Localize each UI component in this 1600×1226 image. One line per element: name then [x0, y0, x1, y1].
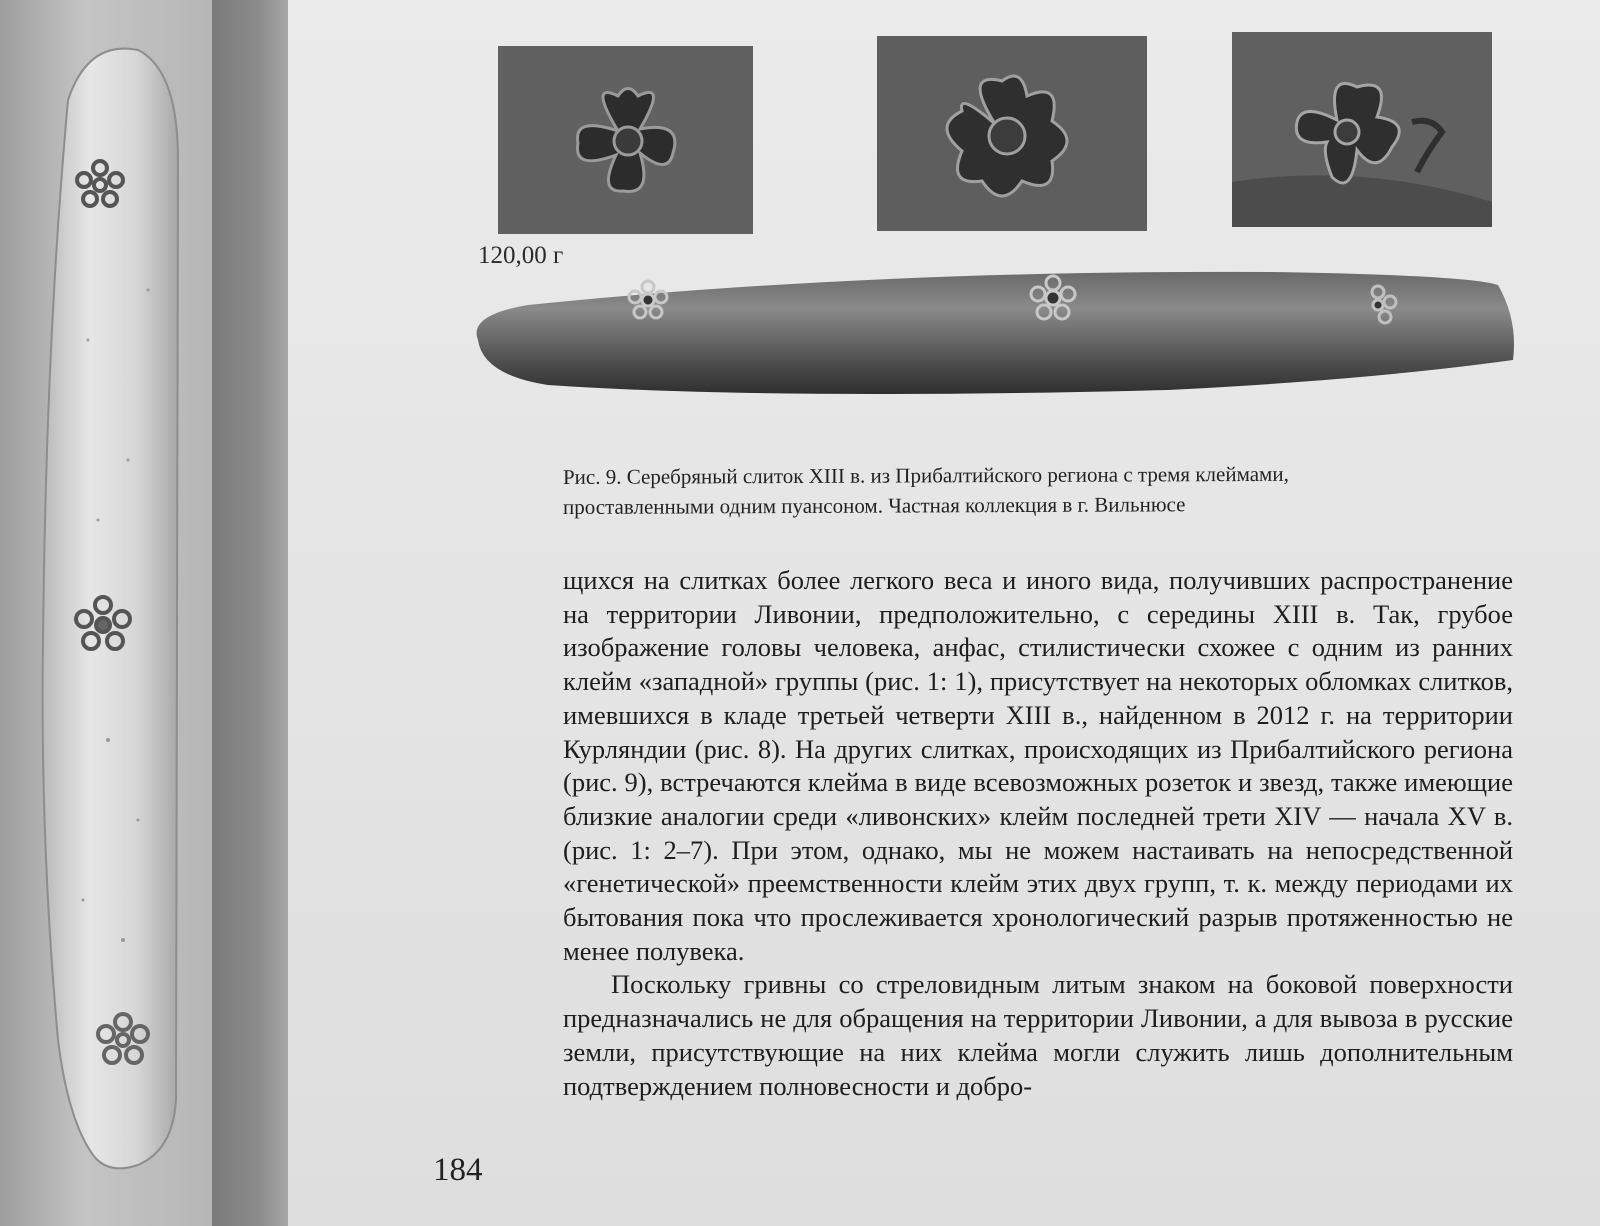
stamp-closeup-photo-3 — [1232, 32, 1492, 227]
ingot-weight-label: 120,00 г — [478, 242, 564, 269]
rosette-stamp-icon — [1232, 32, 1492, 227]
rosette-stamp-icon — [498, 46, 753, 234]
rosette-stamp-icon — [877, 36, 1147, 231]
paragraph-2: Поскольку гривны со стреловидным литым знаком на боковой поверхности предназначались не для обращения на территории Ливонии, а для вывоза в русские земли, присутствующие на них клейма могли служить лишь дополнительным подтверждением полновесности и добро- — [563, 969, 1513, 1101]
paragraph-1: щихся на слитках более легкого веса и иного вида, получивших распространение на территории Ливонии, предположительно, с середины XIII в. Так, грубое изображение головы человека, анфас, стилистически схожее с одним из ранних клейм «западной» группы (рис. 1: 1), присутствует на некоторых обломках слитков, имевшихся в кладе третьей четверти XIII в., найденном в 2012 г. на территории Курляндии (рис. 8). На других слитках, происходящих из Прибалтийского региона (рис. 9), встречаются клейма в виде всевозможных розеток и звезд, также имеющие близкие аналогии среди «ливонских» клейм последней трети XIV — начала XV в. (рис. 1: 2–7). При этом, однако, мы не можем настаивать на непосредственной «генетической» преемственности клейм этих двух групп, т. к. между периодами их бытования пока что прослеживается хронологический разрыв протяженностью не менее полувека. — [563, 565, 1513, 966]
body-text — [563, 564, 1513, 1103]
caption-line-1: Рис. 9. Серебряный слиток XIII в. из Прибалтийского региона с тремя клеймами, — [563, 461, 1289, 489]
vertical-ingot-photo — [28, 40, 188, 1180]
stamp-closeup-photo-2 — [877, 36, 1147, 231]
stamp-closeup-photo-1 — [498, 46, 753, 234]
horizontal-ingot-photo — [468, 260, 1538, 410]
figure-caption — [563, 458, 1463, 522]
book-page — [288, 0, 1600, 1226]
book-gutter — [212, 0, 290, 1226]
left-page-photo — [0, 0, 212, 1226]
caption-line-2: проставленными одним пуансоном. Частная коллекция в г. Вильнюсе — [563, 492, 1186, 519]
page-number: 184 — [433, 1152, 483, 1188]
